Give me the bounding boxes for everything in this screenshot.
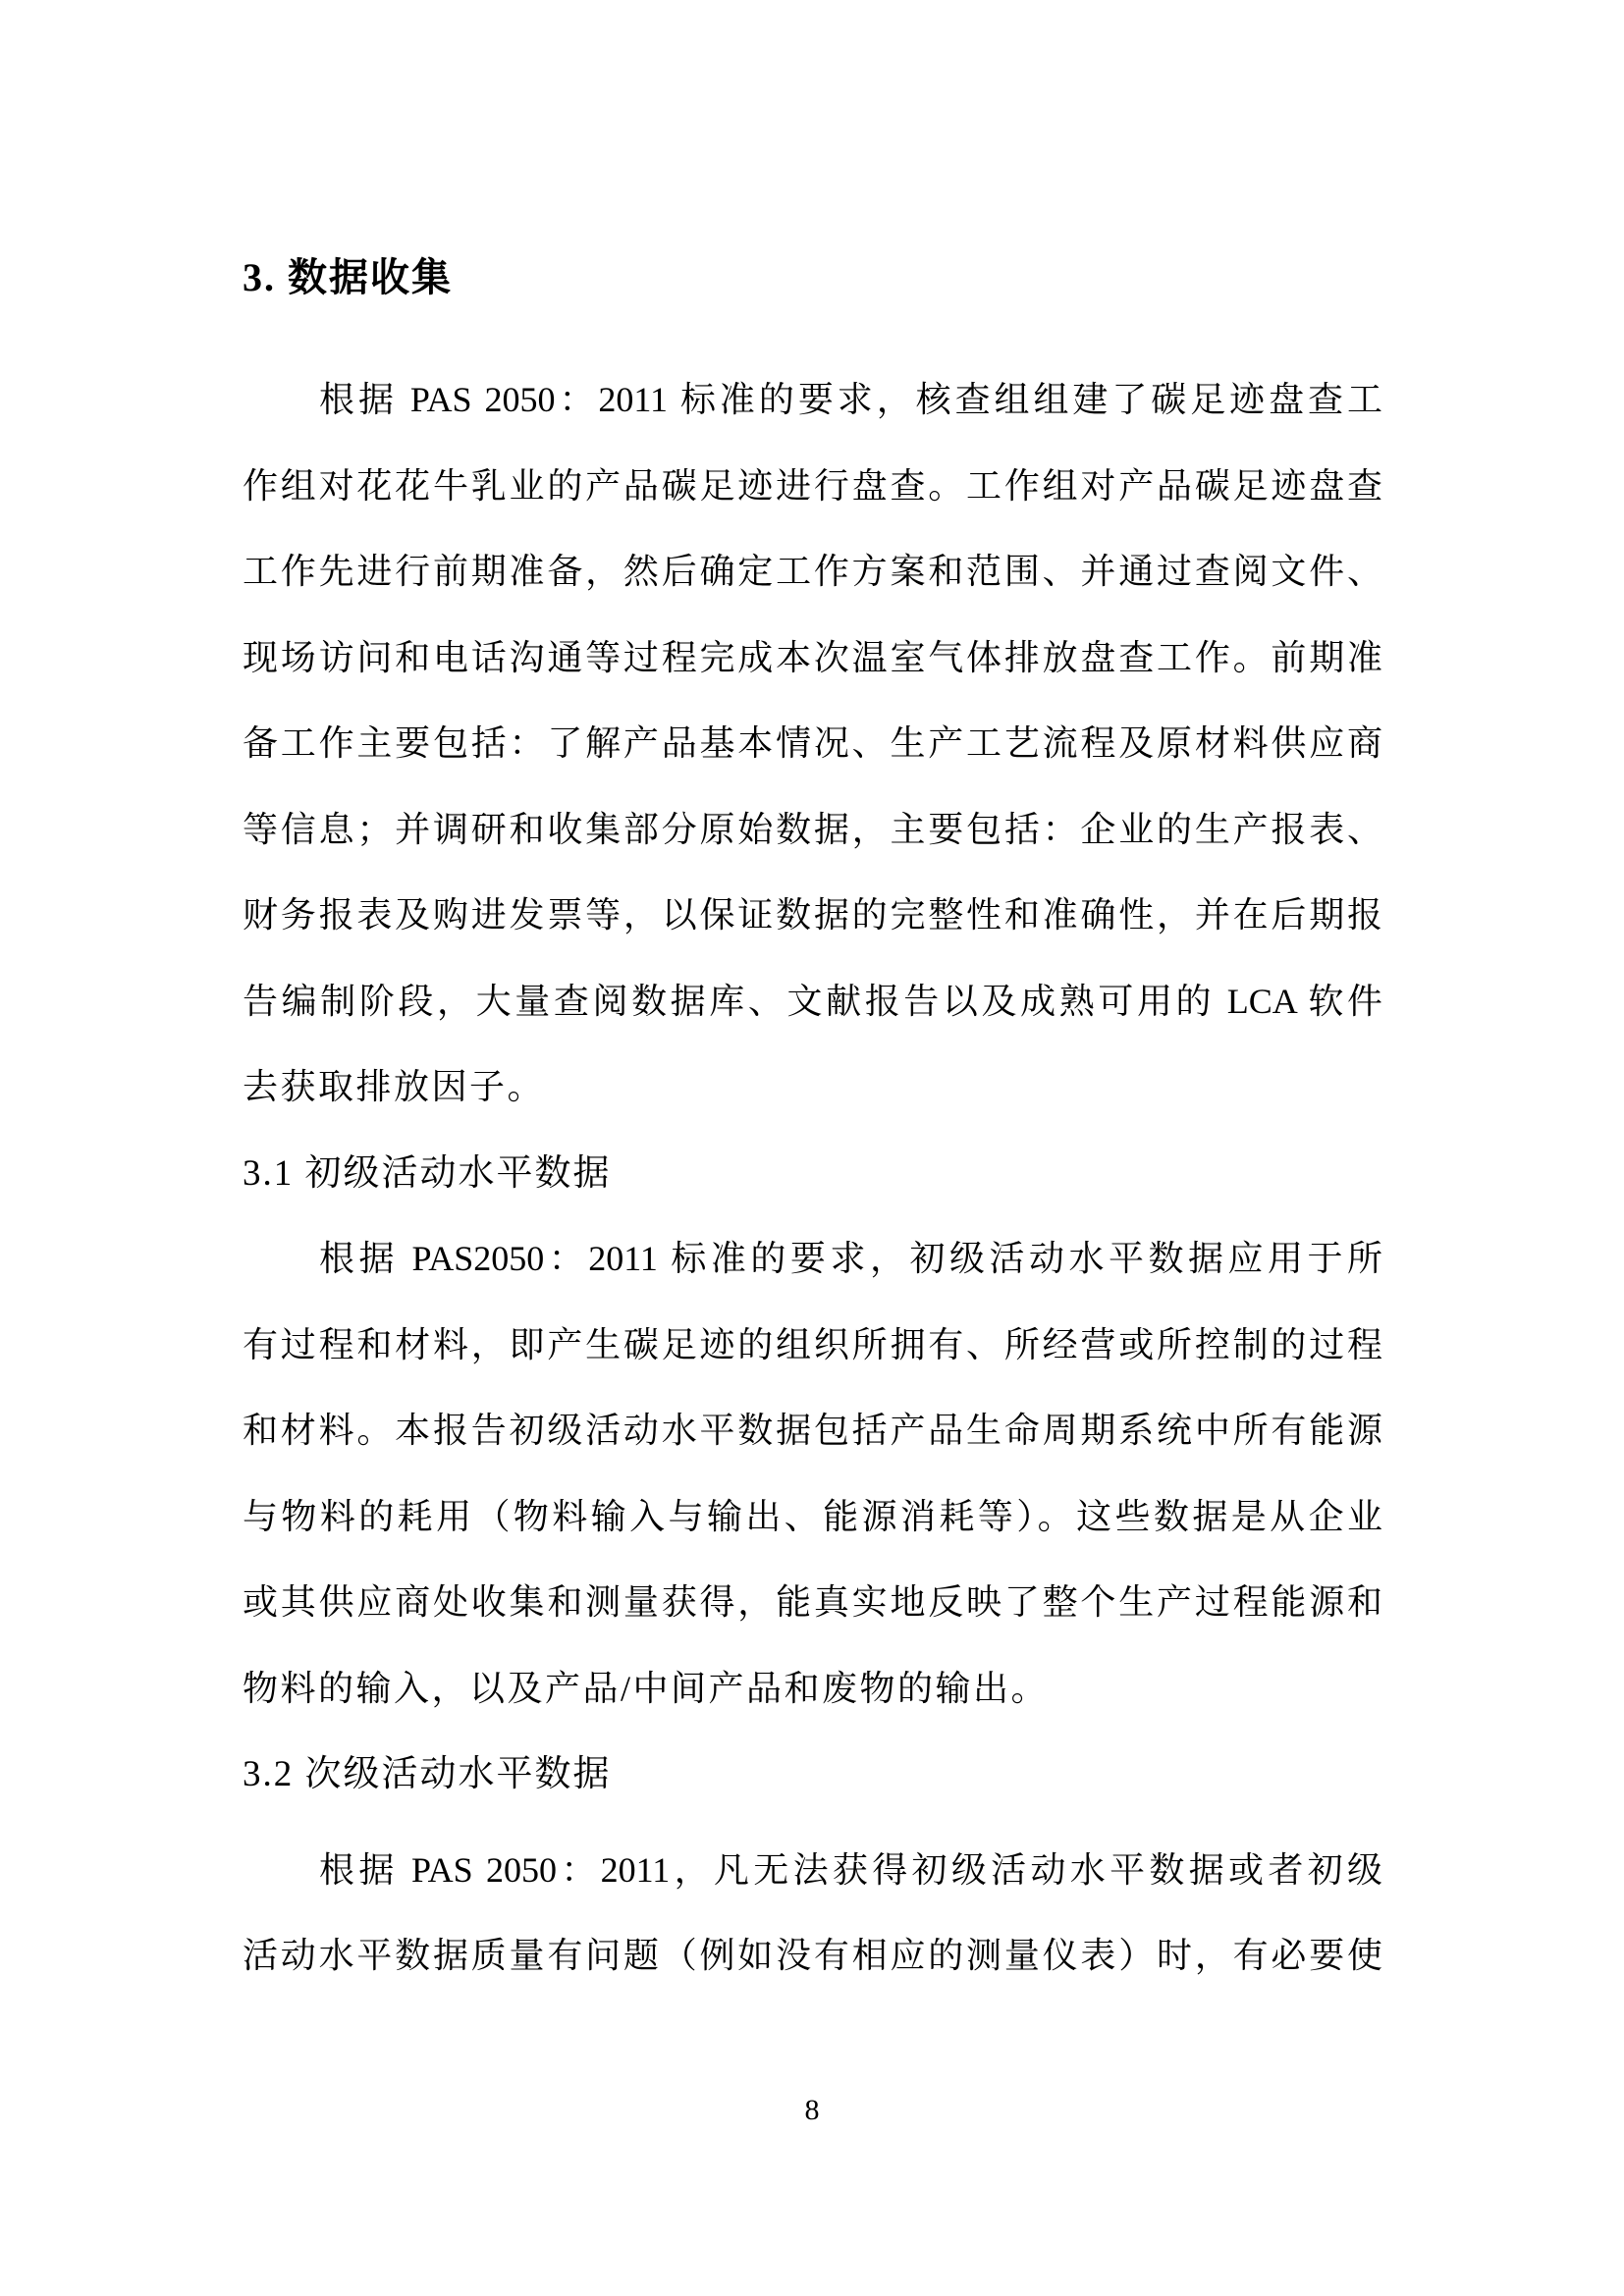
paragraph-primary-activity-data xyxy=(243,1216,1382,1732)
text-line: 备工作主要包括：了解产品基本情况、生产工艺流程及原材料供应商 xyxy=(243,723,1382,763)
paragraph-secondary-activity-data xyxy=(243,1828,1382,2000)
page-number: 8 xyxy=(804,2094,820,2126)
text-line: 根据 PAS2050：2011 标准的要求，初级活动水平数据应用于所 xyxy=(319,1239,1382,1278)
text-line: 有过程和材料，即产生碳足迹的组织所拥有、所经营或所控制的过程 xyxy=(243,1324,1382,1364)
text-line: 和材料。本报告初级活动水平数据包括产品生命周期系统中所有能源 xyxy=(243,1411,1382,1450)
section-heading-3: 3. 数据收集 xyxy=(243,255,453,299)
paragraph-data-collection-intro xyxy=(243,357,1382,1131)
text-line: 财务报表及购进发票等，以保证数据的完整性和准确性，并在后期报 xyxy=(243,895,1382,934)
text-line: 告编制阶段，大量查阅数据库、文献报告以及成熟可用的 LCA 软件 xyxy=(243,981,1382,1021)
text-line: 根据 PAS 2050：2011 标准的要求，核查组组建了碳足迹盘查工 xyxy=(319,380,1382,419)
text-line: 或其供应商处收集和测量获得，能真实地反映了整个生产过程能源和 xyxy=(243,1582,1382,1622)
text-line: 活动水平数据质量有问题（例如没有相应的测量仪表）时，有必要使 xyxy=(243,1936,1382,1975)
text-line: 去获取排放因子。 xyxy=(243,1067,546,1106)
text-line: 作组对花花牛乳业的产品碳足迹进行盘查。工作组对产品碳足迹盘查 xyxy=(243,465,1382,506)
page-content xyxy=(243,0,1382,2000)
text-line: 等信息；并调研和收集部分原始数据，主要包括：企业的生产报表、 xyxy=(243,809,1382,849)
text-line: 现场访问和电话沟通等过程完成本次温室气体排放盘查工作。前期准 xyxy=(243,637,1382,677)
text-line: 与物料的耗用（物料输入与输出、能源消耗等）。这些数据是从企业 xyxy=(243,1496,1382,1536)
text-line: 物料的输入，以及产品/中间产品和废物的输出。 xyxy=(243,1668,1050,1708)
text-line: 工作先进行前期准备，然后确定工作方案和范围、并通过查阅文件、 xyxy=(243,552,1382,591)
text-line: 根据 PAS 2050：2011，凡无法获得初级活动水平数据或者初级 xyxy=(319,1849,1382,1890)
subsection-heading-3-2: 3.2 次级活动水平数据 xyxy=(243,1754,612,1794)
subsection-heading-3-1: 3.1 初级活动水平数据 xyxy=(243,1152,612,1194)
